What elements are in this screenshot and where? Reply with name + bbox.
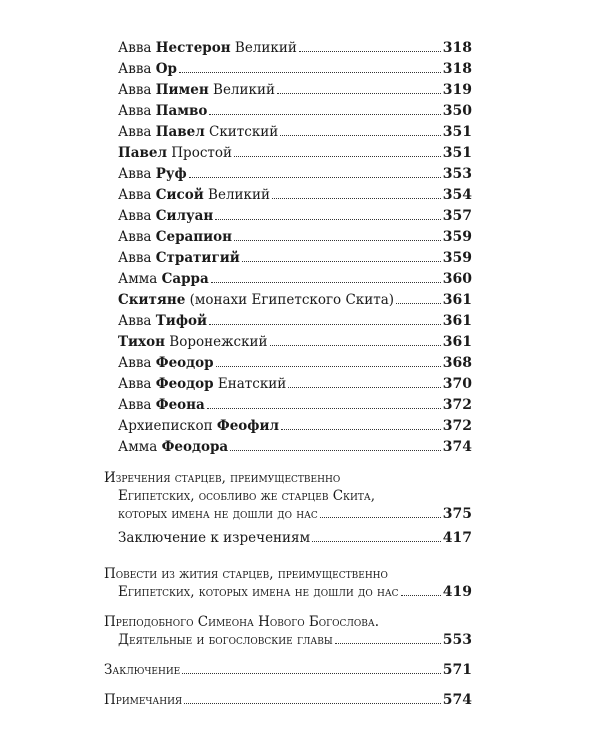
section-heading: Повести из жития старцев, преимущественно <box>104 566 388 582</box>
page-number: 361 <box>442 292 472 308</box>
toc-entry <box>118 355 472 371</box>
leader-dots <box>234 156 441 157</box>
toc-entry <box>118 530 472 546</box>
page-number: 360 <box>442 271 472 287</box>
entry-label: Авва Феодор <box>118 355 214 371</box>
page-number: 319 <box>442 82 472 98</box>
page-number: 372 <box>442 418 472 434</box>
toc-entry <box>118 439 472 455</box>
section-heading: Изречения старцев, преимущественно <box>104 470 341 486</box>
page-number: 353 <box>442 166 472 182</box>
leader-dots <box>211 282 441 283</box>
toc-entry <box>118 40 472 56</box>
leader-dots <box>179 72 441 73</box>
leader-dots <box>207 408 441 409</box>
section-heading: Преподобного Симеона Нового Богослова. <box>104 614 379 630</box>
toc-entry <box>118 292 472 308</box>
leader-dots <box>230 450 441 451</box>
page-number: 372 <box>442 397 472 413</box>
toc-entry <box>118 632 472 648</box>
page-number: 374 <box>442 439 472 455</box>
page-number: 571 <box>442 662 472 678</box>
leader-dots <box>280 135 440 136</box>
toc-entry <box>118 145 472 161</box>
entry-label: Авва Феодор Енатский <box>118 376 287 392</box>
toc-entry <box>118 397 472 413</box>
leader-dots <box>209 324 441 325</box>
toc-entry <box>118 506 472 522</box>
leader-dots <box>396 303 441 304</box>
page-number: 318 <box>442 40 472 56</box>
entry-label: Амма Феодора <box>118 439 229 455</box>
toc-entry <box>104 692 472 708</box>
page-number: 359 <box>442 229 472 245</box>
page-number: 574 <box>442 692 472 708</box>
leader-dots <box>299 51 441 52</box>
entry-label: Авва Серапион <box>118 229 233 245</box>
leader-dots <box>270 345 441 346</box>
toc-entry <box>118 313 472 329</box>
entry-label: Египетских, которых имена не дошли до нас <box>118 584 399 600</box>
leader-dots <box>234 240 441 241</box>
page-number: 318 <box>442 61 472 77</box>
leader-dots <box>281 429 441 430</box>
entry-label: Авва Феона <box>118 397 205 413</box>
entry-label: Авва Руф <box>118 166 187 182</box>
toc-entry <box>118 418 472 434</box>
page-number: 553 <box>442 632 472 648</box>
toc-entry <box>118 208 472 224</box>
entry-label: Примечания <box>104 692 183 708</box>
leader-dots <box>335 643 441 644</box>
leader-dots <box>401 595 441 596</box>
page-number: 361 <box>442 334 472 350</box>
toc-entry <box>118 166 472 182</box>
toc-entry <box>118 271 472 287</box>
toc-entry <box>118 229 472 245</box>
leader-dots <box>209 114 440 115</box>
entry-label: Скитяне (монахи Египетского Скита) <box>118 292 395 308</box>
entry-label: Авва Стратигий <box>118 250 240 266</box>
toc-entry <box>118 376 472 392</box>
page-number: 359 <box>442 250 472 266</box>
leader-dots <box>288 387 441 388</box>
toc-entry <box>118 82 472 98</box>
toc-entry <box>118 124 472 140</box>
page-number: 417 <box>442 530 472 546</box>
page-number: 375 <box>442 506 472 522</box>
leader-dots <box>242 261 441 262</box>
entry-label: Тихон Воронежский <box>118 334 268 350</box>
toc-entry <box>118 584 472 600</box>
toc-entry <box>118 61 472 77</box>
entry-label: Заключение <box>104 662 181 678</box>
page-number: 354 <box>442 187 472 203</box>
toc-entry <box>118 103 472 119</box>
entry-label: Авва Силуан <box>118 208 214 224</box>
leader-dots <box>312 541 441 542</box>
toc-entry <box>104 662 472 678</box>
leader-dots <box>277 93 441 94</box>
page-number: 361 <box>442 313 472 329</box>
entry-label: Архиепископ Феофил <box>118 418 279 434</box>
toc-entry <box>118 250 472 266</box>
page-number: 368 <box>442 355 472 371</box>
entry-label: Амма Сарра <box>118 271 209 287</box>
entry-label: Авва Нестерон Великий <box>118 40 297 56</box>
entry-label: Павел Простой <box>118 145 232 161</box>
entry-label: Авва Памво <box>118 103 208 119</box>
leader-dots <box>182 673 441 674</box>
page-number: 357 <box>442 208 472 224</box>
entry-label: Авва Пимен Великий <box>118 82 275 98</box>
leader-dots <box>184 703 441 704</box>
toc-entry <box>118 334 472 350</box>
leader-dots <box>216 366 441 367</box>
leader-dots <box>272 198 441 199</box>
entry-label: Заключение к изречениям <box>118 530 311 546</box>
leader-dots <box>320 517 441 518</box>
page-number: 351 <box>442 145 472 161</box>
entry-label: которых имена не дошли до нас <box>118 506 318 522</box>
section-heading-line: Египетских, особливо же старцев Скита, <box>118 488 375 504</box>
entry-label: Авва Павел Скитский <box>118 124 279 140</box>
leader-dots <box>189 177 441 178</box>
toc-entry <box>118 187 472 203</box>
entry-label: Авва Тифой <box>118 313 208 329</box>
entry-label: Авва Ор <box>118 61 177 77</box>
entry-label: Деятельные и богословские главы <box>118 632 333 648</box>
page-number: 370 <box>442 376 472 392</box>
leader-dots <box>215 219 440 220</box>
page-number: 351 <box>442 124 472 140</box>
page-number: 419 <box>442 584 472 600</box>
entry-label: Авва Сисой Великий <box>118 187 270 203</box>
page-number: 350 <box>442 103 472 119</box>
